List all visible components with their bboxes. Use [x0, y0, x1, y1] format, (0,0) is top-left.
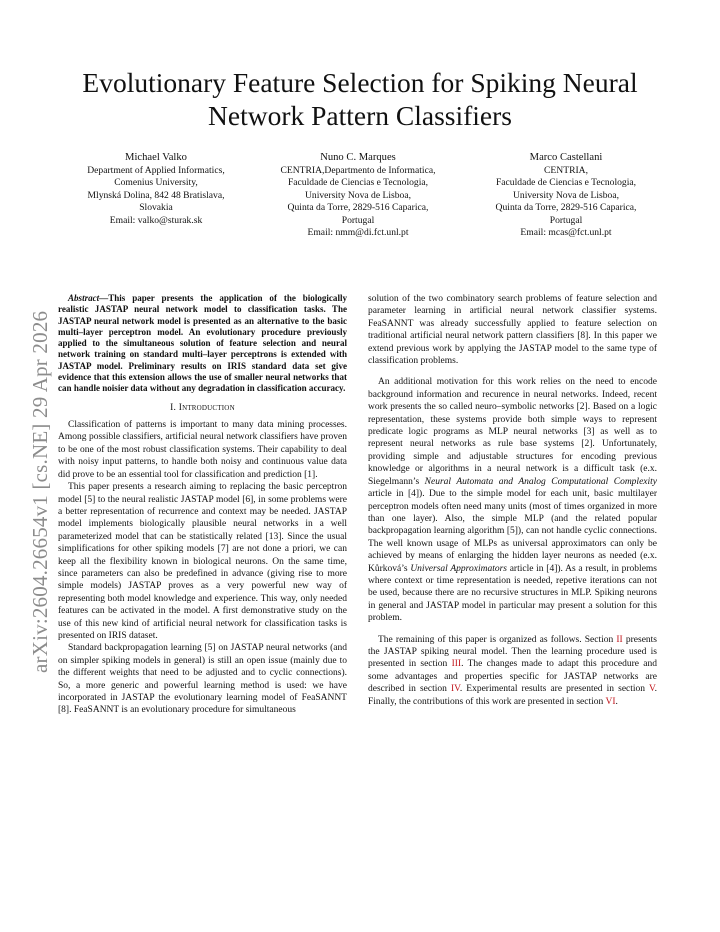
right-column: [368, 293, 657, 708]
section-number: I.: [170, 402, 177, 413]
body-paragraph: Classification of patterns is important to many data mining processes. Among possible classifiers, artificial neural network classifiers have proven to be one of the most robust classification systems. Their capability to deal with noisy input patterns, to handle both noisy and continuous value data did prove to be an essential tool for classification and prediction [1].: [58, 420, 347, 480]
author-affiliation-line: Portugal: [341, 214, 375, 226]
section-link[interactable]: II: [616, 634, 623, 645]
author-block-1: [56, 151, 256, 227]
author-affiliation-line: Quinta da Torre, 2829-516 Caparica,: [287, 202, 429, 214]
abstract-label: Abstract: [68, 293, 100, 303]
author-affiliation-line: Quinta da Torre, 2829-516 Caparica,: [495, 202, 637, 214]
author-affiliation-line: Faculdade de Ciencias e Tecnologia,: [287, 177, 429, 189]
body-paragraph: An additional motivation for this work relies on the need to encode background information and recurence in neural networks. Indeed, recent work presents the so called neuro–symbolic networks [2]. Based on a logic representation, these systems provide both simple ways to represent predicate logic programs as MLP neural networks [3] as well as to represent neural networks as rule base systems [2]. Unfortunately, providing simple and adjustable structures for encoding previous knowledge or algorithms in a neural network is a difficult task (e.x. Siegelmann’s Neural Automata and Analog Computational Complexity article in [4]). Due to the simple model for each unit, basic multilayer perceptron models often need many units (most of times organized in more than one layer). Also, the simple MLP (and the related popular backpropagation learning algorithm [5]), can not handle cyclic connections. The well known usage of MLPs as universal approximators can only be achieved by means of enlarging the hidden layer neurons as needed (e.x. Kůrková’s Universal Approximators article in [4]). As a result, in problems where context or time representation is needed, repetive iterations can not be used, because there are no recursive structures in MLP. Spiking neurons in general and JASTAP model in particular may present a solution for this problem.: [368, 377, 657, 624]
section-link[interactable]: IV: [451, 684, 460, 695]
author-affiliation-line: Faculdade de Ciencias e Tecnologia,: [495, 177, 637, 189]
author-affiliation-line: CENTRIA,: [544, 164, 588, 176]
body-paragraph: The remaining of this paper is organized as follows. Section II presents the JASTAP spiking neural model. Then the learning procedure used is presented in section III. The changes made to adapt this procedure and some advantages and properties specific for JASTAP networks are described in section IV. Experimental results are presented in section V. Finally, the contributions of this work are presented in section VI.: [368, 634, 657, 707]
paper-title: Evolutionary Feature Selection for Spiking Neural Network Pattern Classifiers: [82, 67, 638, 131]
author-affiliation-line: Slovakia: [139, 202, 173, 214]
body-paragraph: solution of the two combinatory search problems of feature selection and parameter learning in artificial neural network classifier systems. FeaSANNT was already successfully applied to feature selection on traditional artificial neural network pattern classifiers [8]. In this paper we extend previous work by applying the JASTAP model to the same type of classification problems.: [368, 294, 657, 367]
cited-title: Universal Approximators: [410, 563, 507, 574]
section-title: Introduction: [178, 402, 235, 413]
author-affiliation-line: CENTRIA,Departmento de Informatica,: [280, 164, 436, 176]
author-affiliation-line: Department of Applied Informatics,: [87, 164, 225, 176]
section-link[interactable]: V: [648, 684, 655, 695]
author-affiliation-line: Portugal: [549, 214, 583, 226]
author-affiliation-line: University Nova de Lisboa,: [304, 189, 412, 201]
author-email: Email: nmm@di.fct.unl.pt: [307, 227, 409, 239]
body-paragraph: This paper presents a research aiming to replacing the basic perceptron model [5] to the neural realistic JASTAP model [6], in some problems were a better representation of recurrence and context may be needed. JASTAP model implements biologically plausible neural networks in a well parameterized model that can be statistically related [13]. Since the usual simplifications for other spiking models [7] are not done a priori, we can keep all the flexibility known in biological neurons. On the same time, since parameters can also be predefined in advance (giving rise to more simple models) JASTAP proves as a very powerful new way of representing both model knowledge and experience. This way, only needed features can be activated in the model. A first demonstrative study on the use of this new kind of artificial neural network for classification tasks is presented on IRIS dataset.: [58, 482, 347, 641]
author-block-3: [466, 151, 666, 240]
section-link[interactable]: VI: [605, 696, 616, 707]
section-heading: [58, 402, 347, 414]
author-name: Marco Castellani: [529, 152, 603, 163]
author-email: Email: valko@sturak.sk: [109, 214, 203, 226]
author-affiliation-line: Comenius University,: [114, 177, 198, 189]
author-email: Email: mcas@fct.unl.pt: [520, 227, 612, 239]
section-link[interactable]: III: [451, 659, 462, 670]
author-block-2: [258, 151, 458, 240]
left-column: [58, 293, 347, 717]
body-paragraph: Standard backpropagation learning [5] on JASTAP neural networks (and on simpler spiking models in general) is still an open issue (mainly due to the different weights that need to be adjusted and to cyclic connections). So, a more generic and powerful learning method is used: we have incorporated in JASTAP the evolutionary learning model of FeaSANNT [8]. FeaSANNT is an evolutionary procedure for simultaneous: [58, 643, 347, 716]
author-name: Michael Valko: [125, 152, 187, 163]
author-name: Nuno C. Marques: [320, 152, 396, 163]
author-affiliation-line: Mlynská Dolina, 842 48 Bratislava,: [87, 189, 225, 201]
abstract: [58, 293, 347, 395]
arxiv-identifier: arXiv:2604.26654v1 [cs.NE] 29 Apr 2026: [28, 310, 52, 673]
cited-title: Neural Automata and Analog Computational Complexity: [424, 476, 657, 487]
abstract-text: —This paper presents the application of the biologically realistic JASTAP neural network model to classification tasks. The JASTAP neural network model is presented as an alternative to the basic multi–layer perceptron model. An evolutionary procedure previously applied to the simultaneous solution of feature selection and neural network training on standard multi–layer perceptrons is extended with JASTAP model. Preliminary results on IRIS standard data set give evidence that this extension allows the use of smaller neural networks that can handle noisier data without any degradation in classification accuracy.: [58, 293, 347, 394]
author-affiliation-line: University Nova de Lisboa,: [512, 189, 620, 201]
